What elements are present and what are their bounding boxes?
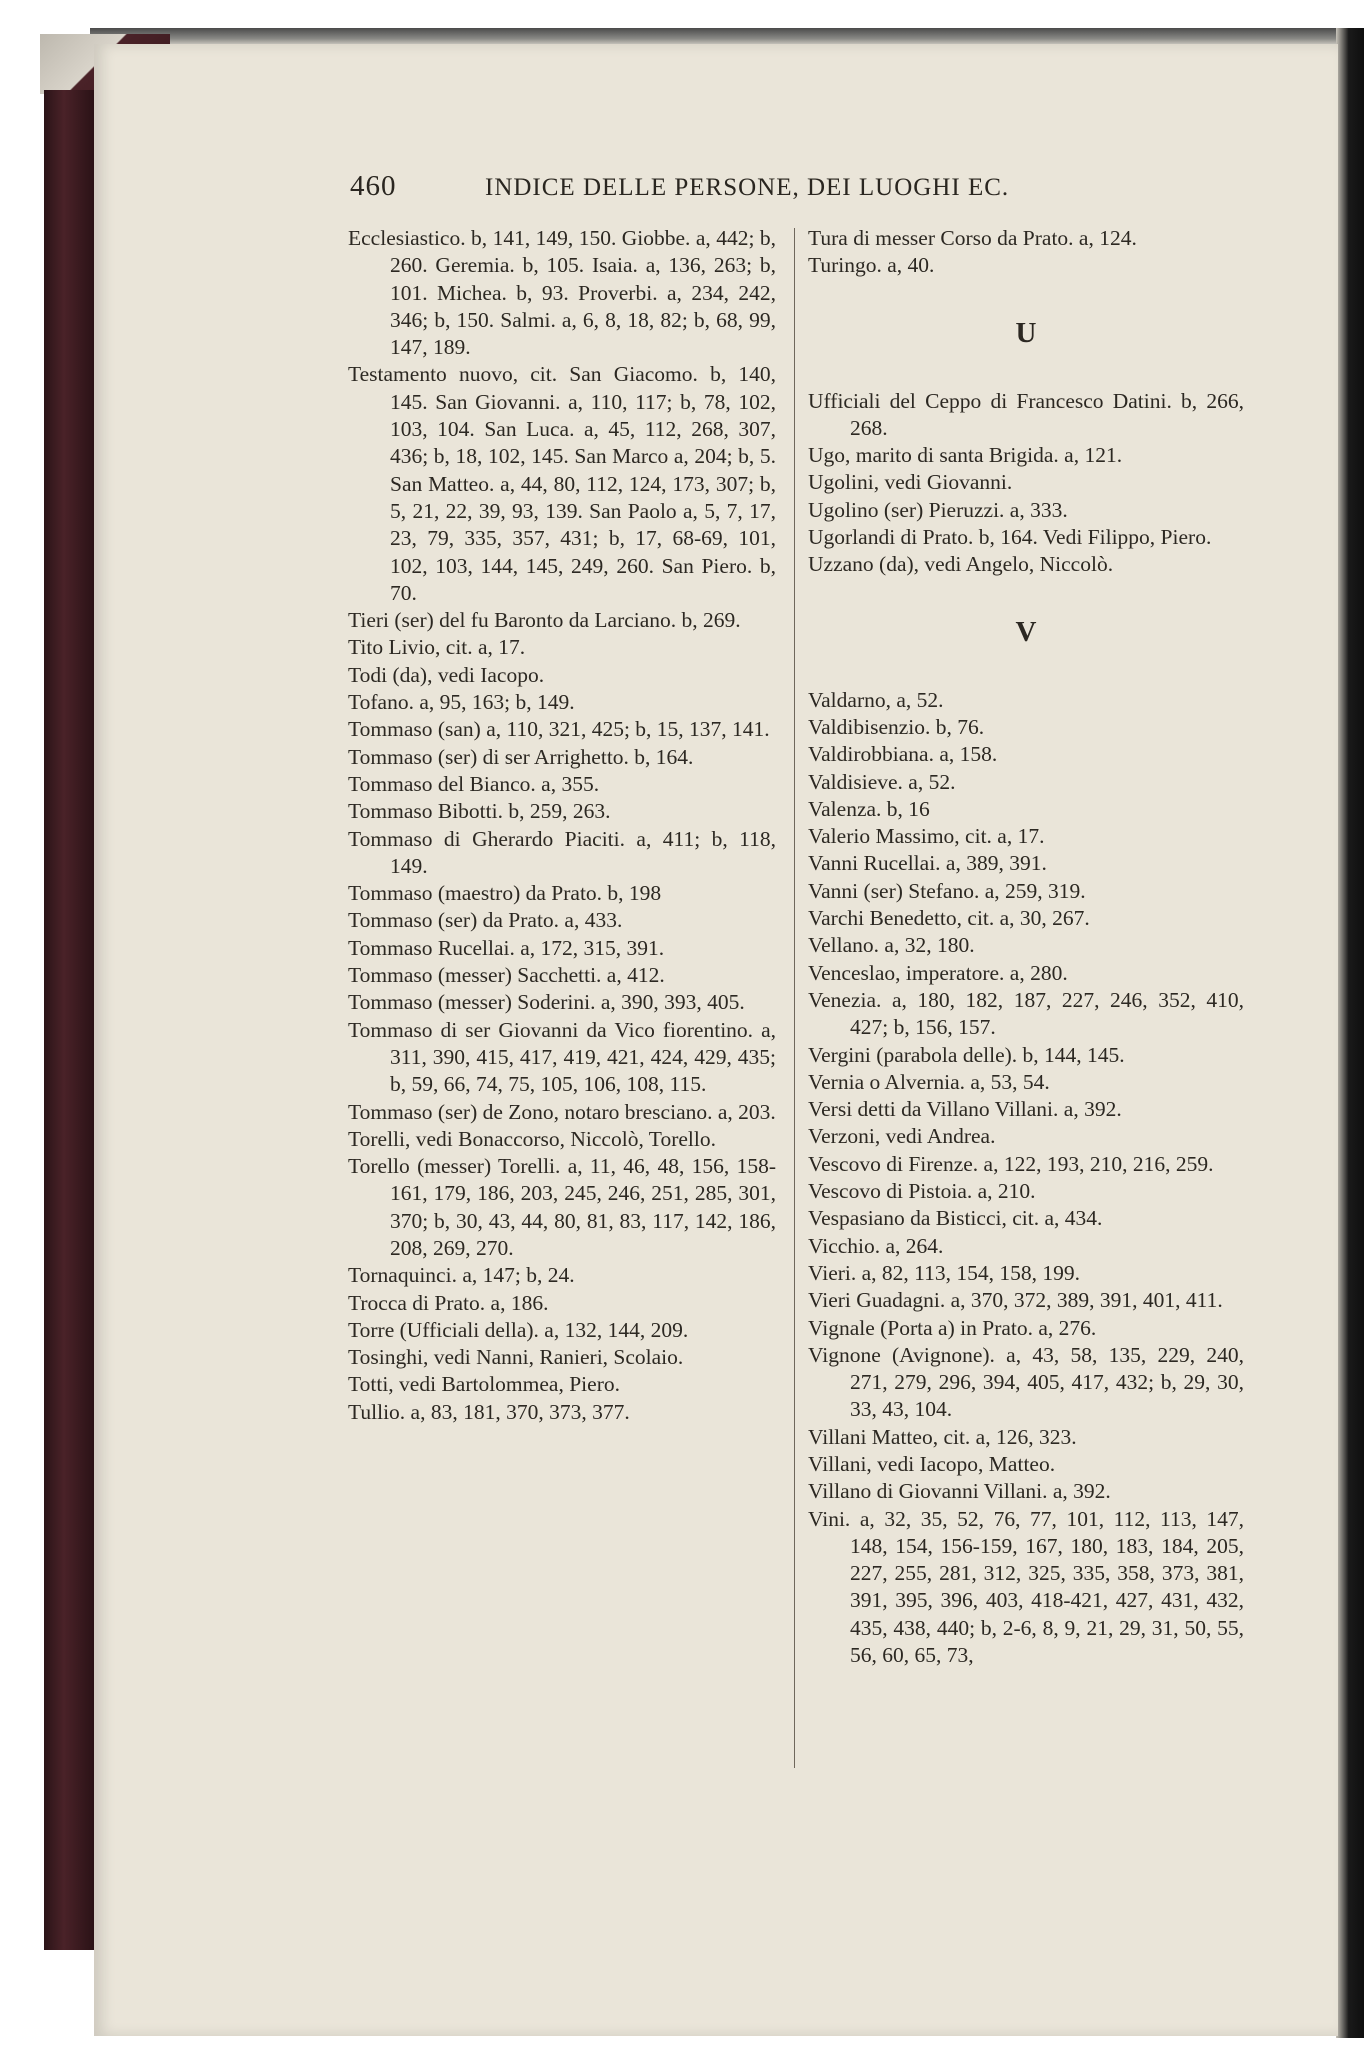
index-entry: Ugo, marito di santa Brigida. a, 121. <box>808 443 1123 468</box>
index-entry: Vernia o Alvernia. a, 53, 54. <box>808 1069 1050 1094</box>
index-column-left <box>348 225 776 1426</box>
index-entry: Uzzano (da), vedi Angelo, Niccolò. <box>808 552 1114 577</box>
index-entry: Tommaso Bibotti. b, 259, 263. <box>348 799 611 824</box>
index-entry: Valdibisenzio. b, 76. <box>808 714 985 739</box>
index-entry: Vescovo di Firenze. a, 122, 193, 210, 216, 259. <box>808 1151 1214 1176</box>
book-spine <box>44 90 94 1950</box>
index-entry: Tullio. a, 83, 181, 370, 373, 377. <box>348 1399 630 1424</box>
index-entry: Vergini (parabola delle). b, 144, 145. <box>808 1042 1125 1067</box>
page-number: 460 <box>350 170 397 202</box>
index-entry: Villani Matteo, cit. a, 126, 323. <box>808 1424 1077 1449</box>
index-entry: Tommaso del Bianco. a, 355. <box>348 771 600 796</box>
index-entry: Ugolini, vedi Giovanni. <box>808 470 1013 495</box>
index-entry: Valdisieve. a, 52. <box>808 769 956 794</box>
index-entry: Tommaso di ser Giovanni da Vico fiorentino. a, 311, 390, 415, 417, 419, 421, 424, 429, 435; b, 59, 66, 74, 75, 105, 106, 108, 115. <box>348 1017 776 1097</box>
index-entry: Valenza. b, 16 <box>808 796 930 821</box>
index-entry: Testamento nuovo, cit. San Giacomo. b, 140, 145. San Giovanni. a, 110, 117; b, 78, 102, 103, 104. San Luca. a, 45, 112, 268, 307, 436; b, 18, 102, 145. San Marco a, 204; b, 5. San Matteo. a, 44, 80, 112, 124, 173, 307; b, 5, 21, 22, 39, 93, 139. San Paolo a, 5, 7, 17, 23, 79, 335, 357, 431; b, 17, 68-69, 101, 102, 103, 144, 145, 249, 260. San Piero. b, 70. <box>348 362 776 605</box>
running-title: INDICE DELLE PERSONE, DEI LUOGHI EC. <box>485 174 1010 201</box>
column-divider <box>794 228 795 1768</box>
index-entry: Vespasiano da Bisticci, cit. a, 434. <box>808 1206 1103 1231</box>
index-entry: Torre (Ufficiali della). a, 132, 144, 209. <box>348 1317 689 1342</box>
index-entry: Tornaquinci. a, 147; b, 24. <box>348 1263 575 1288</box>
index-entry: Tommaso Rucellai. a, 172, 315, 391. <box>348 935 665 960</box>
index-entry: Tommaso di Gherardo Piaciti. a, 411; b, 118, 149. <box>348 826 776 878</box>
index-entry: Vignale (Porta a) in Prato. a, 276. <box>808 1315 1097 1340</box>
index-entry: Totti, vedi Bartolommea, Piero. <box>348 1372 620 1397</box>
index-entry: Venceslao, imperatore. a, 280. <box>808 960 1068 985</box>
index-entry: Vieri Guadagni. a, 370, 372, 389, 391, 401, 411. <box>808 1288 1223 1313</box>
index-entry: Tito Livio, cit. a, 17. <box>348 635 526 660</box>
index-entry: Tosinghi, vedi Nanni, Ranieri, Scolaio. <box>348 1345 684 1370</box>
section-letter-u: U <box>1015 316 1037 349</box>
index-entry: Valdarno, a, 52. <box>808 687 944 712</box>
index-entry: Vieri. a, 82, 113, 154, 158, 199. <box>808 1260 1081 1285</box>
index-entry: Tommaso (maestro) da Prato. b, 198 <box>348 881 662 906</box>
index-entry: Todi (da), vedi Iacopo. <box>348 662 545 687</box>
index-entry: Varchi Benedetto, cit. a, 30, 267. <box>808 906 1090 931</box>
index-section-t <box>808 225 1244 280</box>
index-entry: Vanni (ser) Stefano. a, 259, 319. <box>808 878 1086 903</box>
index-entry: Torelli, vedi Bonaccorso, Niccolò, Torello. <box>348 1126 716 1151</box>
index-entry: Villano di Giovanni Villani. a, 392. <box>808 1479 1111 1504</box>
index-entry: Trocca di Prato. a, 186. <box>348 1290 549 1315</box>
index-entry: Ugorlandi di Prato. b, 164. Vedi Filippo, Piero. <box>808 525 1212 550</box>
page-header <box>350 170 1350 210</box>
index-entry: Tommaso (messer) Sacchetti. a, 412. <box>348 963 665 988</box>
index-entry: Vescovo di Pistoia. a, 210. <box>808 1179 1036 1204</box>
index-entry: Vicchio. a, 264. <box>808 1233 944 1258</box>
index-entry: Valdirobbiana. a, 158. <box>808 742 998 767</box>
index-entry: Torello (messer) Torelli. a, 11, 46, 48, 156, 158-161, 179, 186, 203, 245, 246, 251, 285, 301, 370; b, 30, 43, 44, 80, 81, 83, 117, 142, 186, 208, 269, 270. <box>348 1154 776 1260</box>
index-entry: Ufficiali del Ceppo di Francesco Datini. b, 266, 268. <box>808 388 1244 440</box>
index-entry: Ugolino (ser) Pieruzzi. a, 333. <box>808 497 1068 522</box>
index-entry: Tommaso (ser) de Zono, notaro bresciano. a, 203. <box>348 1099 776 1124</box>
index-entry: Tommaso (ser) di ser Arrighetto. b, 164. <box>348 744 694 769</box>
index-section-v <box>808 687 1244 1670</box>
index-entry: Turingo. a, 40. <box>808 253 935 278</box>
index-entry: Vini. a, 32, 35, 52, 76, 77, 101, 112, 113, 147, 148, 154, 156-159, 167, 180, 183, 184, 205, 227, 255, 281, 312, 325, 335, 358, 373, 381, 391, 395, 396, 403, 418-421, 427, 431, 432, 435, 438, 440; b, 2-6, 8, 9, 21, 29, 31, 50, 55, 56, 60, 65, 73, <box>808 1506 1244 1668</box>
index-section-u <box>808 388 1244 579</box>
index-entry: Vellano. a, 32, 180. <box>808 933 975 958</box>
section-letter-v: V <box>1015 615 1037 648</box>
index-entry: Tommaso (san) a, 110, 321, 425; b, 15, 137, 141. <box>348 717 770 742</box>
index-entry: Venezia. a, 180, 182, 187, 227, 246, 352, 410, 427; b, 156, 157. <box>808 987 1244 1040</box>
index-entry: Vanni Rucellai. a, 389, 391. <box>808 851 1047 876</box>
index-entry: Ecclesiastico. b, 141, 149, 150. Giobbe. a, 442; b, 260. Geremia. b, 105. Isaia. a, 136, 263; b, 101. Michea. b, 93. Proverbi. a, 234, 242, 346; b, 150. Salmi. a, 6, 8, 18, 82; b, 68, 99, 147, 189. <box>348 226 776 360</box>
index-entry: Tieri (ser) del fu Baronto da Larciano. b, 269. <box>348 608 741 633</box>
index-entry: Tommaso (ser) da Prato. a, 433. <box>348 908 623 933</box>
index-entry: Villani, vedi Iacopo, Matteo. <box>808 1451 1056 1476</box>
index-entry: Versi detti da Villano Villani. a, 392. <box>808 1097 1122 1122</box>
index-entry: Vignone (Avignone). a, 43, 58, 135, 229, 240, 271, 279, 296, 394, 405, 417, 432; b, 29, 30, 33, 43, 104. <box>808 1342 1244 1422</box>
index-entry: Tura di messer Corso da Prato. a, 124. <box>808 226 1137 250</box>
index-entry: Tofano. a, 95, 163; b, 149. <box>348 690 575 715</box>
index-column-right <box>808 225 1244 1669</box>
index-entry: Verzoni, vedi Andrea. <box>808 1124 996 1149</box>
index-entry: Valerio Massimo, cit. a, 17. <box>808 824 1045 849</box>
index-entry: Tommaso (messer) Soderini. a, 390, 393, 405. <box>348 990 745 1015</box>
cover-edge-right <box>1336 28 1364 2038</box>
